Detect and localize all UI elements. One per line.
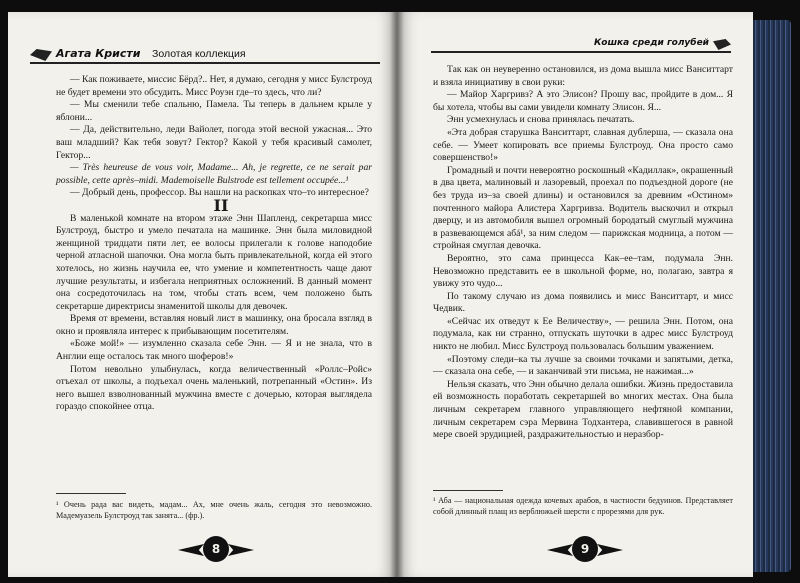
page-number-badge: [178, 536, 254, 566]
footnote: ¹ Аба — национальная одежда кочевых арабов, в частности бедуинов. Представляет собой длинный плащ из верблюжьей шерсти с прорезями для рук.: [433, 496, 733, 516]
paragraph: — Да, действительно, леди Вайолет, погода этой весной ужасная... Это ваш младший? Как тебя зовут? Гектор? Какой у тебя красивый самолет, Гектор...: [56, 124, 372, 161]
paragraph: Время от времени, вставляя новый лист в машинку, она бросала взгляд в окно и проявляла интерес к прибывающим посетителям.: [56, 313, 372, 337]
header-title: Кошка среди голубей: [593, 38, 709, 48]
paragraph: — Мы сменили тебе спальню, Памела. Ты теперь в дальнем крыле у яблони...: [56, 99, 372, 123]
ornament-left-icon: [178, 544, 204, 556]
paragraph: Так как он неуверенно остановился, из дома вышла мисс Ванситтарт и взяла инициативу в свои руки:: [433, 64, 733, 88]
paragraph: По такому случаю из дома появились и мисс Ванситтарт, и мисс Чедвик.: [433, 290, 733, 315]
footnote-rule: [56, 493, 126, 494]
book-spine-gutter: [390, 12, 404, 577]
header-series: Золотая коллекция: [152, 48, 246, 60]
page-number: 8: [203, 536, 229, 562]
page-edges: [753, 20, 791, 572]
paragraph-french: — Très heureuse de vous voir, Madame... Ah, je regrette, ce ne serait par possible, cette après–midi. Mademoiselle Bulstrode est tellement occupée...¹: [56, 162, 372, 186]
paragraph: В маленькой комнате на втором этаже Энн Шапленд, секретарша мисс Булстроуд, быстро и умело печатала на машинке. Энн была миловидной женщиной тридцати пяти лет, ее волосы прилегали к голове наподобие черной атласной шапочки. Она могла быть привлекательной, когда ей этого хотелось, но жизнь научила ее, что умение и компетентность чаще дают лучшие результаты, и избегала неприятных осложнений. В данный момент она сосредоточилась на том, чтобы стать всем, чем положено быть секретарше директрисы знаменитой школы для девочек.: [56, 212, 372, 312]
page-number: 9: [572, 536, 598, 562]
paragraph: Вероятно, это сама принцесса Как–ее–там, подумала Энн. Невозможно представить ее в школьной форме, но, полагаю, завтра я увижу это чудо...: [433, 252, 733, 290]
ornament-left-icon: [547, 544, 573, 556]
ornament-right-icon: [228, 544, 254, 556]
left-body-text: [56, 74, 372, 414]
paragraph: Энн усмехнулась и снова принялась печатать.: [447, 114, 635, 126]
section-number: II: [213, 195, 229, 215]
open-book: [8, 12, 788, 577]
paragraph: «Эта добрая старушка Ванситтарт, славная дублерша, — сказала она себе. — Умеет копировать все приемы Булстроуд. Она просто само совершенство!»: [433, 126, 733, 164]
left-page: [8, 12, 397, 577]
paragraph: «Сейчас их отведут к Ее Величеству», — решила Энн. Потом, она подумала, как ни странно, отпускать шуточки в адрес мисс Булстроуд никто не любил. Мисс Булстроуд пользовалась большим уважением.: [433, 315, 733, 353]
paragraph: «Боже мой!» — изумленно сказала себе Энн. — Я и не знала, что в Англии еще осталось так много шоферов!»: [56, 338, 372, 363]
right-body-text: [433, 64, 733, 442]
ornament-right-icon: [597, 544, 623, 556]
paragraph: — Как поживаете, миссис Бёрд?.. Нет, я думаю, сегодня у мисс Булстроуд не будет времени это обсудить. Мисс Роуэн где–то здесь, что ли?: [56, 74, 372, 98]
right-page: [397, 12, 753, 577]
page-number-badge: [547, 536, 623, 566]
running-header-right: [431, 38, 731, 54]
footnote: ¹ Очень рада вас видеть, мадам... Ах, мне очень жаль, сегодня это невозможно. Мадемуазель Булстроуд так занята... (фр.).: [56, 500, 372, 520]
paragraph: Громадный и почти невероятно роскошный «Кадиллак», окрашенный в два цвета, малиновый и лазоревый, проехал по подъездной дороге (не без труда из–за своей длины) и остановился за древним «Остином» почтенного майора Алистера Харгривза. Водитель выскочил и открыл дверцу, и из автомобиля вышел огромный бородатый смуглый мужчина в развевающемся абá¹, за ним следом — парижская модница, а потом — стройная смуглая девочка.: [433, 164, 733, 252]
paragraph: — Майор Харгривз? А это Элисон? Прошу вас, пройдите в дом... Я бы хотела, чтобы вы сами увидели комнату Элисон. Я...: [433, 89, 733, 113]
paragraph: Потом невольно улыбнулась, когда величественный «Роллс–Ройс» отъехал от школы, а подъехал очень маленький, потрепанный «Остин». Из него вышел взволнованный мужчина вместе с дочерью, которая выглядела гораздо спокойнее отца.: [56, 363, 372, 413]
paragraph: «Поэтому следи–ка ты лучше за своими точками и запятыми, детка, — сказала она себе, — и заканчивай эти письма, не нажимая...»: [433, 353, 733, 378]
paragraph: — Добрый день, профессор. Вы нашли на раскопках что–то интересное?: [70, 187, 369, 199]
running-header-left: [30, 48, 380, 64]
paragraph: Нельзя сказать, что Энн обычно делала ошибки. Жизнь предоставила ей возможность поработать секретаршей во многих местах. Она была личным секретарем главного управляющего нефтяной компании, личным секретарем сэра Мервина Тодхантера, славившегося в равной мере своей эрудицией, раздражительностью и неразбор-: [433, 378, 733, 441]
footnote-rule: [433, 490, 503, 491]
header-author: Агата Кристи: [56, 47, 141, 60]
